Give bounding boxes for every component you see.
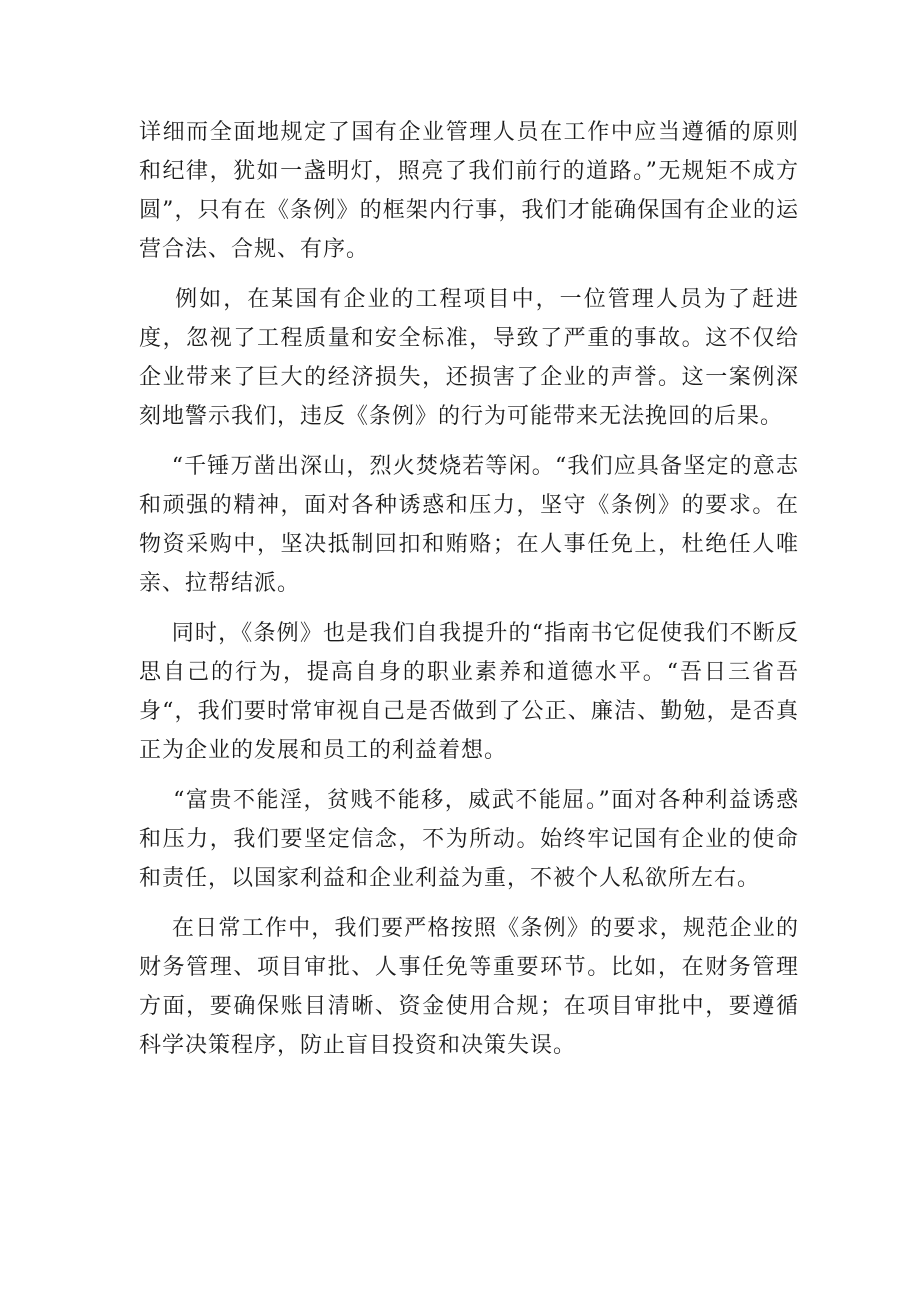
paragraph-4: 同时，《条例》也是我们自我提升的“指南书它促使我们不断反思自己的行为，提高自身的职业素养和道德水平。“吾日三省吾身“，我们要时常审视自己是否做到了公正、廉洁、勤勉，是否真正为企业的发展和员工的利益着想。 [139,621,799,763]
paragraph-1: 详细而全面地规定了国有企业管理人员在工作中应当遵循的原则和纪律，犹如一盏明灯，照亮了我们前行的道路。”无规矩不成方圆”，只有在《条例》的框架内行事，我们才能确保国有企业的运营合法、合规、有序。 [139,120,799,262]
paragraph-3: “千锤万凿出深山，烈火焚烧若等闲。“我们应具备坚定的意志和顽强的精神，面对各种诱惑和压力，坚守《条例》的要求。在物资采购中，坚决抵制回扣和贿赂；在人事任免上，杜绝任人唯亲、拉帮结派。 [139,454,799,596]
paragraph-5: “富贵不能淫，贫贱不能移，威武不能屈。”面对各种利益诱惑和压力，我们要坚定信念，不为所动。始终牢记国有企业的使命和责任，以国家利益和企业利益为重，不被个人私欲所左右。 [139,788,799,891]
paragraph-6: 在日常工作中，我们要严格按照《条例》的要求，规范企业的财务管理、项目审批、人事任免等重要环节。比如，在财务管理方面，要确保账目清晰、资金使用合规；在项目审批中，要遵循科学决策程序，防止盲目投资和决策失误。 [139,916,799,1058]
document-body [139,113,799,1076]
paragraph-2: 例如，在某国有企业的工程项目中，一位管理人员为了赶进度，忽视了工程质量和安全标准，导致了严重的事故。这不仅给企业带来了巨大的经济损失，还损害了企业的声誉。这一案例深刻地警示我们，违反《条例》的行为可能带来无法挽回的后果。 [139,287,799,429]
